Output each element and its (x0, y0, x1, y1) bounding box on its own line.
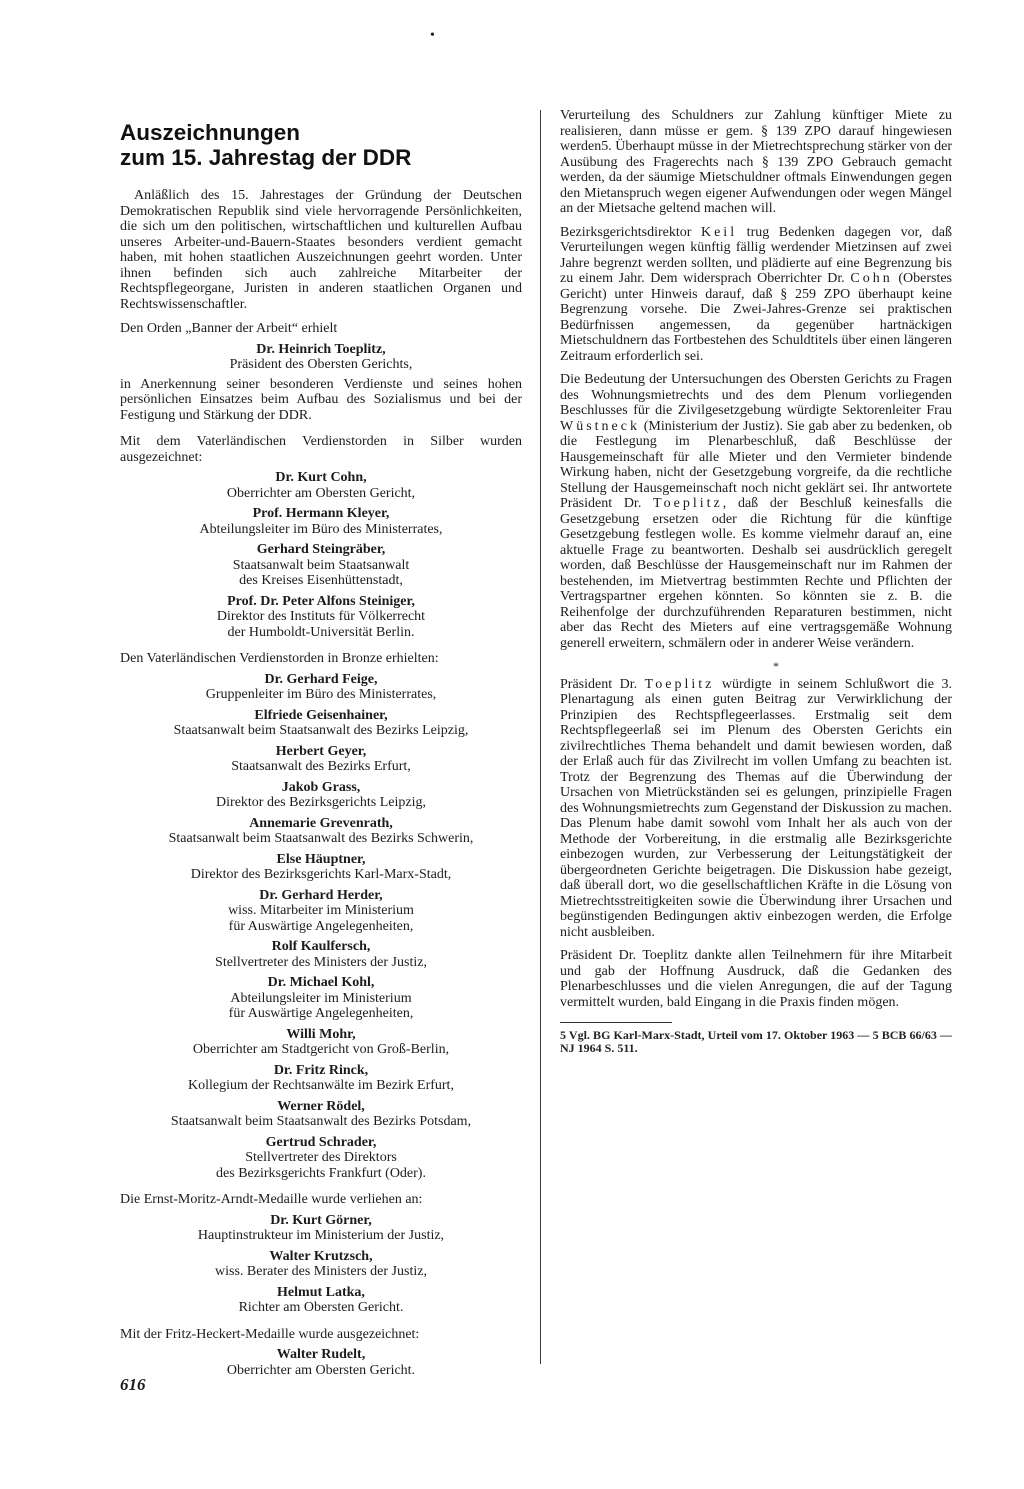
heckert-awardee-list (120, 1347, 522, 1378)
paragraph-3 (560, 372, 952, 651)
awardee (120, 939, 522, 970)
awardee-name: Gertrud Schrader, (265, 1134, 377, 1150)
awardee (120, 780, 522, 811)
arndt-intro: Die Ernst-Moritz-Arndt-Medaille wurde verliehen an: (120, 1192, 423, 1207)
paragraph-1: Verurteilung des Schuldners zur Zahlung künftiger Miete zu realisieren, dann müsse er gem. § 139 ZPO darauf hingewiesen werden5. Überhaupt müsse in der Mietrechtsprechung stärker von der Ausübung des Fragerechts nach § 139 ZPO Gebrauch gemacht werden, da der säumige Mietschuldner oftmals Einwendungen gegen den Mietanspruch wegen eigener Aufwendungen oder wegen Mängel an der Mietsache geltend machen will. (560, 108, 952, 216)
name-wuestneck: Wüstneck (560, 418, 640, 434)
awardee-name: Prof. Dr. Peter Alfons Steiniger, (227, 593, 415, 609)
silver-awardee-list (120, 470, 522, 640)
awardee (120, 975, 522, 1022)
title-line-1: Auszeichnungen (120, 120, 301, 145)
name-toeplitz: Toeplitz (644, 676, 715, 692)
p4-part-b: würdigte in seinem Schlußwort die 3. Plenartagung als einen guten Beitrag zur Verwirklichung der Prinzipien des Rechtspflegeerlasses. Erstmalig seit dem Rechtspflegeerlaß sei im Plenum des Obersten Gerichts ein zivilrechtliches Thema behandelt und damit bewiesen worden, daß der Erlaß auch für das Zivilrecht im vollen Umfang zu beachten ist. Trotz der Begrenzung des Themas auf die Überwindung der Ursachen von Mietrückständen sei es gelungen, prinzipielle Fragen des Wohnungsmietrechts zum Gegenstand der Diskussion zu machen. Das Plenum habe damit sowohl vom Inhalt her als auch von der Methode der Vorbereitung, in die erstmalig alle Bezirksgerichte einbezogen wurden, zur Verbesserung der Leitungstätigkeit der übergeordneten Gerichte beigetragen. Die Diskussion habe gezeigt, daß überall dort, wo die gesellschaftlichen Kräfte in die Lösung von Mietrechtsstreitigkeiten sowie die Überwindung ihrer Ursachen und begünstigenden Bedingungen aktiv einbezogen werden, die Erfolge nicht ausbleiben. (560, 676, 952, 940)
awardee-role: Oberrichter am Obersten Gericht. (226, 1362, 416, 1378)
name-keil: Keil (700, 224, 738, 240)
column-divider (540, 110, 541, 1364)
p3-part-b: (Ministerium der Justiz). Sie gab aber zu bedenken, ob die Festlegung im Plenarbeschluß, daß Beschlüsse der Hausgemeinschaft für alle Mieter und den Vermieter bindende Wirkung haben, nicht der Gesetzgebung vorgreife, da die rechtliche Stellung der Hausgemeinschaft noch nicht geklärt sei. Ihr antwortete Präsident Dr. (560, 418, 952, 511)
p3-part-a: Die Bedeutung der Untersuchungen des Obersten Gerichts zu Fragen des Wohnungsmietrechts und des dem Plenum vorliegenden Beschlusses für die Zivilgesetzgebung würdigte Sektorenleiter Frau (560, 372, 952, 418)
awardee-name: Walter Rudelt, (276, 1347, 366, 1362)
awardee-role: Staatsanwalt beim Staatsanwalt des Kreises Eisenhüttenstadt, (232, 557, 410, 588)
awardee-name: Walter Krutzsch, (269, 1248, 373, 1264)
awardee-role: Abteilungsleiter im Ministerium für Auswärtige Angelegenheiten, (228, 990, 414, 1021)
awardee-role: Stellvertreter des Ministers der Justiz, (215, 954, 427, 970)
awardee-role: wiss. Mitarbeiter im Ministerium für Auswärtige Angelegenheiten, (228, 903, 414, 934)
intro-paragraph: Anläßlich des 15. Jahrestages der Gründung der Deutschen Demokratischen Republik sind viele hervorragende Persönlichkeiten, die sich um den politischen, wirtschaftlichen und kulturellen Aufbau unseres Arbeiter-und-Bauern-Staates besonders verdient gemacht haben, mit hohen staatlichen Auszeichnungen geehrt worden. Unter ihnen befinden sich auch zahlreiche Mitarbeiter der Rechtspflegeorgane, Juristen in anderen staatlichen Organen und Rechtswissenschaftler. (120, 188, 522, 312)
awardee-name: Else Häuptner, (276, 851, 366, 867)
awardee (120, 888, 522, 935)
awardee-role: Direktor des Instituts für Völkerrecht der Humboldt-Universität Berlin. (216, 609, 426, 640)
awardee-role: Staatsanwalt beim Staatsanwalt des Bezirks Potsdam, (170, 1114, 472, 1129)
awardee (120, 1249, 522, 1280)
awardee-role: Stellvertreter des Direktors des Bezirksgerichts Frankfurt (Oder). (216, 1150, 426, 1181)
awardee-role: Gruppenleiter im Büro des Ministerrates, (205, 687, 437, 702)
awardee-name: Elfriede Geisenhainer, (254, 707, 388, 723)
arndt-awardee-list (120, 1213, 522, 1316)
title-line-2: zum 15. Jahrestag der DDR (120, 145, 412, 170)
awardee-role: wiss. Berater des Ministers der Justiz, (215, 1264, 427, 1279)
banner-intro: Den Orden „Banner der Arbeit“ erhielt (120, 321, 338, 336)
article-title (120, 120, 522, 170)
awardee-role: Kollegium der Rechtsanwälte im Bezirk Erfurt, (188, 1078, 454, 1093)
awardee (120, 1027, 522, 1058)
awardee-role: Oberrichter am Stadtgericht von Groß-Berlin, (192, 1042, 450, 1057)
awardee-name: Jakob Grass, (281, 779, 361, 795)
awardee-name: Rolf Kaulfersch, (271, 939, 371, 954)
awardee (120, 816, 522, 847)
awardee-name: Dr. Kurt Görner, (270, 1212, 372, 1228)
paragraph-4 (560, 677, 952, 941)
awardee-role: Richter am Obersten Gericht. (238, 1300, 404, 1315)
awardee-role: Oberrichter am Obersten Gericht, (226, 485, 416, 501)
awardee (120, 1135, 522, 1182)
p2-part-b: trug Bedenken dagegen vor, daß Verurteilungen wegen künftig fällig werdender Mietzinsen auf zwei Jahre begrenzt werden sollten, und plädierte auf eine Begrenzung bis zu einem Jahr. Dem widersprach Oberrichter Dr. (560, 224, 952, 286)
awardee-name: Helmut Latka, (277, 1284, 365, 1300)
awardee-name: Dr. Michael Kohl, (267, 975, 375, 990)
awardee-role: Abteilungsleiter im Büro des Ministerrates, (199, 521, 443, 537)
awardee (120, 744, 522, 775)
bronze-awardee-list (120, 672, 522, 1182)
awardee-role: Direktor des Bezirksgerichts Karl-Marx-Stadt, (190, 867, 452, 882)
awardee-name: Herbert Geyer, (275, 743, 367, 759)
awardee-name: Annemarie Grevenrath, (249, 815, 393, 831)
footnote-rule (560, 1022, 672, 1023)
awardee-role: Staatsanwalt beim Staatsanwalt des Bezirks Leipzig, (173, 723, 469, 738)
page-number: 616 (120, 1375, 146, 1394)
p2-part-c: (Oberstes Gericht) unter Hinweis darauf, daß § 259 ZPO überhaupt keine Begrenzung vorsehe. Die Zwei-Jahres-Grenze sei praktischen Bedürfnissen angemessen, da gegenüber hartnäckigen Mietschuldnern das Fortbestehen des Schuldtitels über einen längeren Zeitraum erforderlich sei. (560, 271, 952, 364)
awardee (120, 470, 522, 501)
silver-intro: Mit dem Vaterländischen Verdienstorden in Silber wurden ausgezeichnet: (120, 434, 522, 465)
awardee (120, 342, 522, 373)
paragraph-5: Präsident Dr. Toeplitz dankte allen Teilnehmern für ihre Mitarbeit und gab der Hoffnung Ausdruck, daß die Gedanken des Plenarbeschlusses und die vielen Anregungen, die auf der Tagung vermittelt wurden, bald Eingang in die Praxis finden mögen. (560, 948, 952, 1010)
awardee-name: Dr. Heinrich Toeplitz, (256, 341, 386, 357)
awardee-role: Präsident des Obersten Gerichts, (229, 357, 413, 372)
awardee (120, 542, 522, 589)
p4-part-a: Präsident Dr. (560, 676, 645, 692)
paragraph-2 (560, 225, 952, 365)
awardee (120, 594, 522, 641)
name-toeplitz: Toeplitz (653, 496, 723, 511)
awardee (120, 1347, 522, 1378)
awardee (120, 506, 522, 537)
awardee-name: Gerhard Steingräber, (256, 542, 386, 557)
page-mark: • (430, 28, 435, 43)
awardee (120, 1285, 522, 1316)
awardee (120, 1063, 522, 1094)
heckert-intro: Mit der Fritz-Heckert-Medaille wurde ausgezeichnet: (120, 1326, 420, 1342)
awardee-name: Willi Mohr, (286, 1026, 356, 1042)
name-cohn: Cohn (850, 271, 893, 286)
awardee (120, 672, 522, 703)
footnote: 5 Vgl. BG Karl-Marx-Stadt, Urteil vom 17. Oktober 1963 — 5 BCB 66/63 — NJ 1964 S. 511. (560, 1028, 952, 1055)
awardee-name: Dr. Gerhard Feige, (264, 671, 378, 687)
awardee-name: Werner Rödel, (277, 1098, 365, 1114)
right-column (560, 108, 952, 1055)
banner-text: in Anerkennung seiner besonderen Verdienste und seines hohen persönlichen Einsatzes beim Aufbau des Sozialismus und bei der Festigung und Stärkung der DDR. (120, 376, 522, 423)
awardee-role: Staatsanwalt des Bezirks Erfurt, (231, 759, 411, 774)
awardee-role: Direktor des Bezirksgerichts Leipzig, (216, 795, 426, 810)
bronze-intro: Den Vaterländischen Verdienstorden in Bronze erhielten: (120, 651, 439, 666)
p3-part-c: , daß der Beschluß keinesfalls die Gesetzgebung ersetzen oder die Richtung für die künftige Gesetzgebung festlegen wolle. Es komme vielmehr darauf an, eine aktuelle Frage zu beantworten. Deshalb sei ausdrücklich geregelt worden, daß Beschlüsse der Hausgemeinschaft nur im Rahmen der bestehenden, im Mietvertrag bestimmten Rechte und Pflichten der Vertragspartner ergehen könnten. So könnten sie z. B. die Reihenfolge der durchzuführenden Reparaturen bestimmen, nicht aber das Recht des Mieters auf eine vertragsgemäße Wohnung generell erweitern, schmälern oder in anderer Weise verändern. (560, 496, 952, 651)
awardee-name: Dr. Gerhard Herder, (259, 887, 383, 903)
awardee-role: Hauptinstrukteur im Ministerium der Justiz, (197, 1228, 445, 1243)
awardee-role: Staatsanwalt beim Staatsanwalt des Bezirks Schwerin, (168, 831, 474, 846)
awardee (120, 852, 522, 883)
awardee (120, 1213, 522, 1244)
awardee-name: Dr. Fritz Rinck, (273, 1062, 369, 1078)
awardee (120, 1099, 522, 1130)
awardee-name: Prof. Hermann Kleyer, (252, 506, 390, 521)
section-separator: * (773, 659, 779, 673)
p2-part-a: Bezirksgerichtsdirektor (560, 224, 701, 240)
left-column (120, 108, 522, 1378)
awardee (120, 708, 522, 739)
awardee-name: Dr. Kurt Cohn, (275, 470, 367, 485)
